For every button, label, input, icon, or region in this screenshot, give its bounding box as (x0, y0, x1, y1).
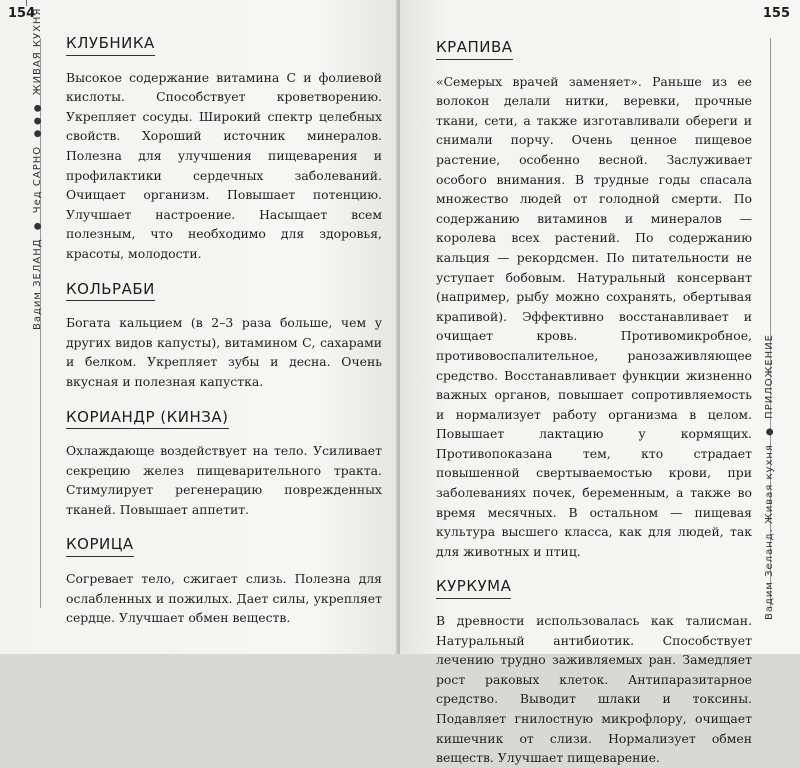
right-running-header (764, 334, 775, 620)
entry-text: Высокое содержание витамина С и фолиевой кислоты. Способствует кроветворению. Укрепляет сосуды. Широкий спектр целебных свойств. Хороший источник минералов. Полезна для улучшения пищеварения и профилактики сердечных заболеваний. Очищает организм. Повышает потенцию. Улучшает настроение. Насыщает всем полезным, что необходимо для здоровья, красоты, молодости. (66, 69, 382, 261)
page-number-right: 155 (762, 6, 790, 21)
entry-kurkuma (436, 577, 752, 767)
entry-title: КЛУБНИКА (66, 34, 155, 56)
entry-title: КРАПИВА (436, 38, 513, 60)
running-header-section: ПРИЛОЖЕНИЕ (764, 333, 775, 419)
running-header-book: ЖИВАЯ КУХНЯ (32, 7, 43, 96)
entry-text: «Семерых врачей заменяет». Раньше из ее волокон делали нитки, веревки, прочные ткани, сети, а также изготавливали обереги и снимали порчу. Очень ценное пищевое растение, особенно весной. Заслуживает особого внимания. В трудные годы спасала множество людей от голодной смерти. По содержанию витаминов и минералов — королева всех растений. По содержанию кальция — рекордсмен. По питательности не уступает бобовым. Натуральный консервант (например, рыбу можно сохранять, обертывая крапивой). Эффективно восстанавливает и очищает кровь. Противомикробное, противовоспалительное, ранозаживляющее средство. Восстанавливает функции жизненно важных органов, повышает сопротивляемость и нормализует работу организма в целом. Повышает лактацию у кормящих. Противопоказана тем, кто страдает повышенной свертываемостью крови, при заболеваниях почек, беременным, а также во время месячных. В остальном — пищевая культура высшего класса, как для людей, так для животных и птиц. (436, 73, 752, 559)
entry-text: Охлаждающе воздействует на тело. Усиливает секрецию желез пищеварительного тракта. Стимулирует регенерацию поврежденных тканей. Повышает аппетит. (66, 443, 382, 517)
running-header-dots: ● ● ● (33, 103, 43, 138)
left-page (0, 0, 398, 654)
entry-title: КУРКУМА (436, 577, 511, 599)
entry-klubnika (66, 34, 382, 264)
entry-title: КОРИАНДР (КИНЗА) (66, 408, 229, 430)
entry-text: Богата кальцием (в 2–3 раза больше, чем у других видов капусты), витамином С, сахарами и белком. Укрепляет зубы и десна. Очень вкусная и полезная капустка. (66, 315, 382, 389)
running-header-author: Вадим ЗЕЛАНД (32, 238, 43, 330)
right-page-content (436, 38, 752, 768)
entry-text: В древности использовалась как талисман. Натуральный антибиотик. Способствует лечению трудно заживляемых ран. Замедляет рост раковых клеток. Антипаразитарное средство. Выводит шлаки и токсины. Подавляет гнилостную микрофлору, очищает кишечник от слизи. Нормализует обмен веществ. Улучшает пищеварение. (436, 613, 752, 766)
entry-koriandr (66, 408, 382, 520)
running-header-separator: ● (765, 427, 775, 436)
entry-korica (66, 535, 382, 627)
running-header-author: Вадим Зеланд. Живая кухня (764, 444, 775, 620)
entry-kolrabi (66, 280, 382, 392)
entry-text: Согревает тело, сжигает слизь. Полезна для ослабленных и пожилых. Дает силы, укрепляет сердце. Улучшает обмен веществ. (66, 571, 382, 626)
running-header-separator: ● (33, 221, 43, 231)
running-header-coauthor: Чед САРНО (32, 145, 43, 214)
entry-title: КОРИЦА (66, 535, 134, 557)
page-number-left: 154 (8, 6, 36, 21)
left-page-content (66, 34, 382, 628)
entry-title: КОЛЬРАБИ (66, 280, 155, 302)
entry-krapiva (436, 38, 752, 561)
left-running-header (32, 8, 43, 330)
right-page (400, 0, 800, 766)
